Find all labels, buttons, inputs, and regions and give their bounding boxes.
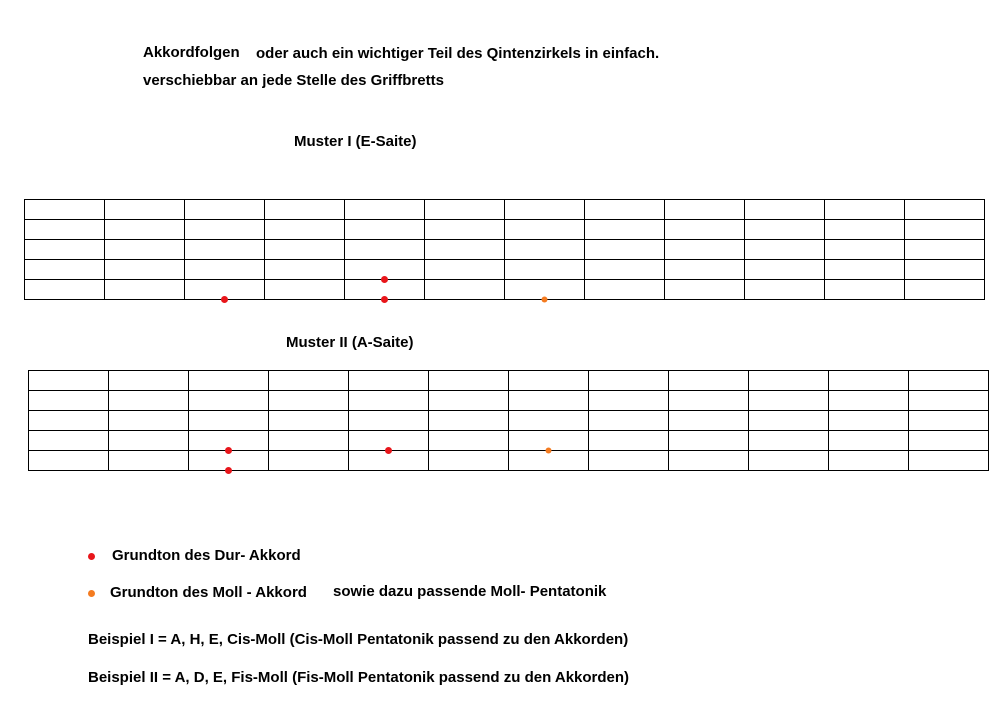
major-root-dot: [225, 447, 232, 454]
fretboard-2: [28, 370, 989, 471]
fretboard-svg: [18, 193, 991, 306]
pattern-2-title: Muster II (A-Saite): [286, 334, 414, 351]
legend-major-label: Grundton des Dur- Akkord: [112, 547, 301, 564]
header-line-2: verschiebbar an jede Stelle des Griffbretts: [143, 72, 444, 89]
legend-minor-dot: [88, 590, 95, 597]
header-line-1b: oder auch ein wichtiger Teil des Qintenzirkels in einfach.: [256, 45, 660, 62]
major-root-dot: [381, 296, 388, 303]
header-line-1a: Akkordfolgen: [143, 44, 240, 61]
fretboard-svg: [22, 364, 994, 477]
example-2: Beispiel II = A, D, E, Fis-Moll (Fis-Moll Pentatonik passend zu den Akkorden): [88, 669, 630, 686]
legend-minor-label: Grundton des Moll - Akkord: [110, 584, 307, 601]
minor-root-dot: [546, 448, 552, 454]
major-root-dot: [221, 296, 228, 303]
example-1: Beispiel I = A, H, E, Cis-Moll (Cis-Moll Pentatonik passend zu den Akkorden): [88, 631, 629, 648]
pattern-1-title: Muster I (E-Saite): [294, 133, 417, 150]
major-root-dot: [225, 467, 232, 474]
major-root-dot: [381, 276, 388, 283]
legend-minor-extra: sowie dazu passende Moll- Pentatonik: [333, 583, 607, 600]
minor-root-dot: [542, 297, 548, 303]
fretboard-1: [24, 199, 985, 300]
major-root-dot: [385, 447, 392, 454]
legend-major-dot: [88, 553, 95, 560]
